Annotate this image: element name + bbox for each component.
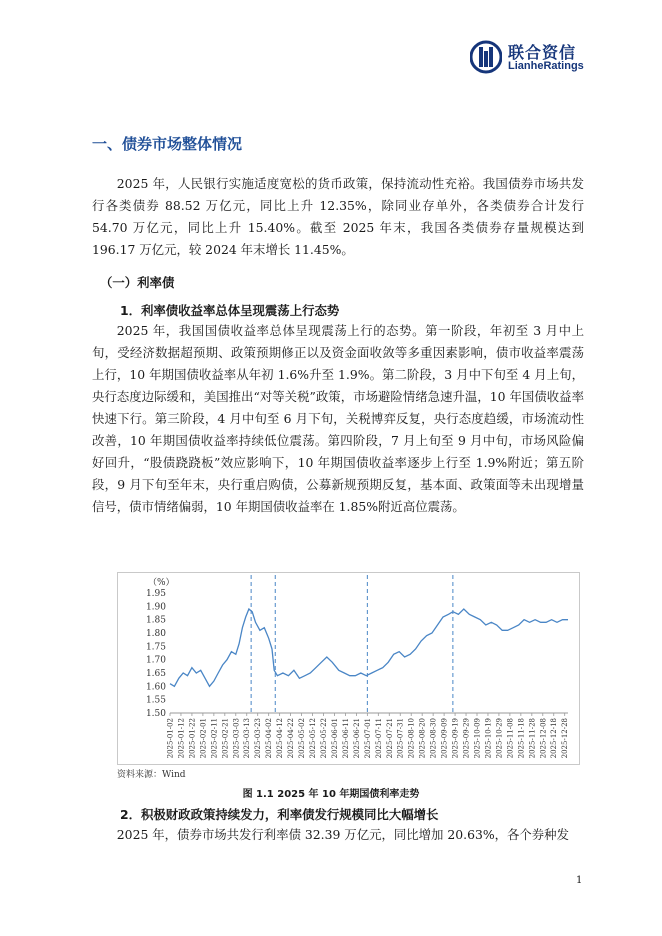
x-tick-label: 2025-02-21 <box>221 718 230 759</box>
x-tick-label: 2025-10-09 <box>473 718 482 759</box>
x-tick-label: 2025-07-11 <box>374 718 383 759</box>
x-tick-label: 2025-05-12 <box>309 718 318 759</box>
x-tick-label: 2025-12-18 <box>550 718 559 759</box>
yield-trend-paragraph: 2025 年，我国国债收益率总体呈现震荡上行的态势。第一阶段，年初至 3 月中上旬，受经济数据超预期、政策预期修正以及资金面收敛等多重因素影响，债市收益率震荡上行，10 年期国债收益率从年初 1.6%升至 1.9%。第二阶段，3 月中下旬至 4 月上旬，央行态度边际缓和，美国推出“对等关税”政策，市场避险情绪急速升温，10 年国债收益率快速下行。第三阶段，4 月中旬至 6 月下旬，关税博弈反复，央行态度趋缓，市场流动性改善，10 年期国债收益率持续低位震荡。第四阶段，7 月上旬至 9 月中旬，市场风险偏好回升，“股债跷跷板”效应影响下，10 年期国债收益率逐步上行至 1.9%附近；第五阶段，9 月下旬至年末，央行重启购债，公募新规预期反复，基本面、政策面等未出现增量信号，债市情绪偏弱，10 年期国债收益率在 1.85%附近高位震荡。 <box>92 323 584 514</box>
yield-chart <box>117 572 580 765</box>
issuance-paragraph: 2025 年，债券市场共发行利率债 32.39 万亿元，同比增加 20.63%，各个券种发 <box>116 827 569 842</box>
y-tick-label: 1.85 <box>145 615 166 626</box>
x-tick-label: 2025-02-11 <box>210 718 219 759</box>
x-tick-label: 2025-03-23 <box>254 718 263 759</box>
x-tick-label: 2025-08-10 <box>407 718 416 759</box>
logo-english-name: LianheRatings <box>508 60 584 72</box>
x-tick-label: 2025-08-20 <box>418 718 427 759</box>
x-tick-label: 2025-11-18 <box>517 718 526 759</box>
x-tick-label: 2025-07-21 <box>385 718 394 759</box>
x-tick-label: 2025-10-19 <box>484 718 493 759</box>
section-title: 一、债券市场整体情况 <box>92 135 243 153</box>
figure-caption: 图 1.1 2025 年 10 年期国债利率走势 <box>242 789 420 800</box>
x-tick-label: 2025-09-19 <box>451 718 460 759</box>
x-tick-label: 2025-05-22 <box>319 718 328 759</box>
yield-series-line <box>170 609 568 686</box>
y-tick-label: 1.65 <box>145 669 166 679</box>
x-tick-label: 2025-04-22 <box>287 718 296 759</box>
x-tick-label: 2025-01-22 <box>188 718 197 759</box>
logo-chinese-name: 联合资信 <box>508 43 577 62</box>
x-tick-label: 2025-12-08 <box>539 718 548 759</box>
x-tick-label: 2025-11-08 <box>506 718 515 759</box>
x-tick-label: 2025-04-12 <box>276 718 285 759</box>
lianhe-logo-icon <box>470 38 502 76</box>
x-tick-label: 2025-03-03 <box>232 718 241 759</box>
lianhe-logo <box>470 38 586 78</box>
x-tick-label: 2025-02-01 <box>199 718 208 759</box>
overview-paragraph: 2025 年，人民银行实施适度宽松的货币政策，保持流动性充裕。我国债券市场共发行各类债券 88.52 万亿元，同比上升 12.35%，除同业存单外，各类债券合计发行 54.70 万亿元，同比上升 15.40%。截至 2025 年末，我国各类债券存量规模达到 196.17 万亿元，较 2024 年末增长 11.45%。 <box>92 176 584 257</box>
heading-yield-trend: 1．利率债收益率总体呈现震荡上行态势 <box>120 303 340 318</box>
y-tick-label: 1.90 <box>145 602 166 613</box>
x-tick-label: 2025-07-01 <box>363 718 372 759</box>
y-tick-label: 1.60 <box>145 682 166 693</box>
x-tick-label: 2025-01-02 <box>166 718 175 759</box>
x-tick-label: 2025-01-12 <box>177 718 186 759</box>
source-note: 资料来源：Wind <box>117 770 186 780</box>
x-tick-label: 2025-06-01 <box>330 718 339 759</box>
x-tick-label: 2025-07-31 <box>396 718 405 759</box>
page-number: 1 <box>576 875 583 886</box>
x-tick-label: 2025-09-29 <box>462 718 471 759</box>
y-tick-label: 1.75 <box>145 642 166 653</box>
x-tick-label: 2025-09-09 <box>440 718 449 759</box>
x-tick-label: 2025-11-28 <box>528 718 537 759</box>
x-tick-label: 2025-03-13 <box>243 718 252 759</box>
x-tick-label: 2025-10-29 <box>495 718 504 759</box>
x-tick-label: 2025-05-02 <box>298 718 307 759</box>
heading-issuance-growth: 2．积极财政政策持续发力，利率债发行规模同比大幅增长 <box>120 807 439 822</box>
y-tick-label: 1.80 <box>145 629 166 639</box>
y-tick-label: 1.50 <box>145 709 166 719</box>
x-tick-label: 2025-12-28 <box>561 718 570 759</box>
x-tick-label: 2025-08-30 <box>429 718 438 759</box>
subsection-heading-rate-bonds: （一）利率债 <box>100 275 175 290</box>
x-tick-label: 2025-06-21 <box>352 718 361 759</box>
yield-chart-svg <box>118 573 579 764</box>
y-tick-label: 1.95 <box>145 589 166 599</box>
x-tick-label: 2025-06-11 <box>341 718 350 759</box>
y-tick-label: 1.55 <box>145 695 166 706</box>
y-tick-label: 1.70 <box>145 655 166 666</box>
x-tick-label: 2025-04-02 <box>265 718 274 759</box>
y-axis-unit-label: （%） <box>148 578 175 588</box>
